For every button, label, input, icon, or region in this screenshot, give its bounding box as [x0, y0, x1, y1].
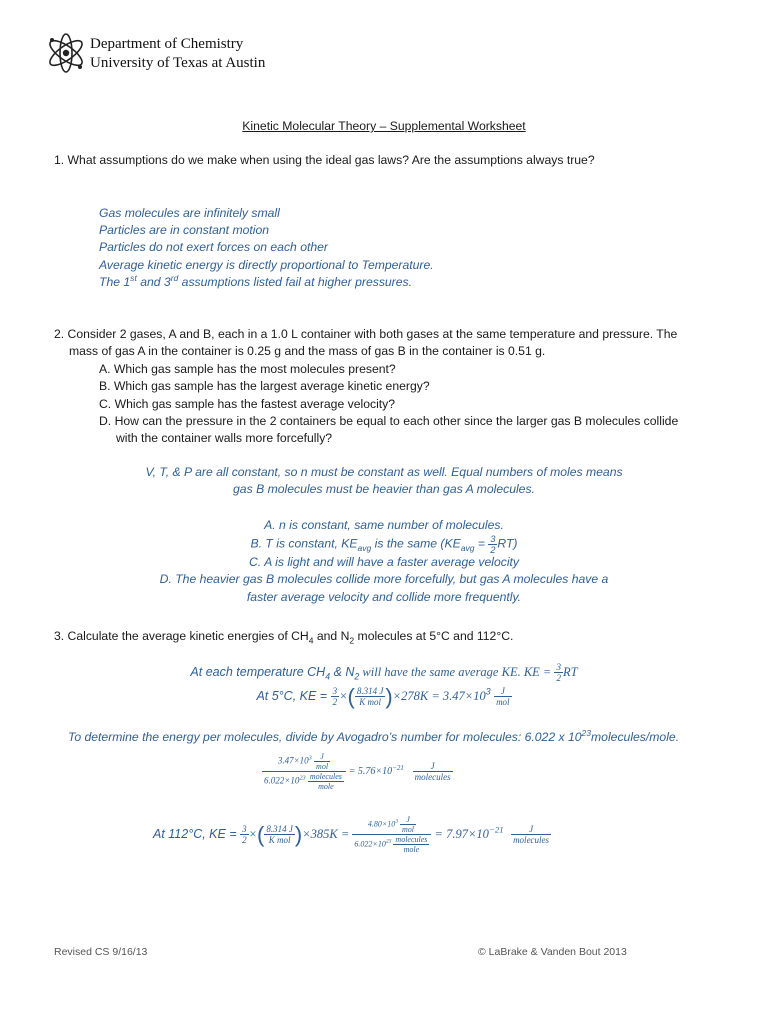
q3-equation-2: At 5°C, KE = $\frac{3}{2}$ ×( $\frac{8.314 J}{\text{K mol}}$ )$\times 278K = 3.47\times 10^3$ $\frac{J}{\text{mol}}$: [256, 683, 510, 709]
q2-answer-c: C. A is light and will have a faster average velocity: [248, 555, 520, 570]
q2-answer-b: B. T is constant, $KE_{avg}$ is the same ($KE_{avg}$ = $\frac{3}{2}$ RT): [250, 534, 518, 556]
department-name: Department of Chemistry: [90, 36, 244, 52]
q3-equation-4: At 112°C, KE = $\frac{3}{2}$ ×( $\frac{8.314 J}{\text{K mol}}$ )×385K = $4.80\times 10^3$ $\frac{J}{\text{mol}}$ $6.022\times 10^{23}$ $\frac{\text{molecules}}{\text{mole}}$ = $7.97\times 10^{-21}$ $\frac{J}{\text{molecules}}$: [153, 815, 550, 854]
q2-answer-d: D. The heavier gas B molecules collide more forcefully, but gas A molecules have a: [159, 572, 609, 587]
q2-part-a: A. Which gas sample has the most molecules present?: [99, 361, 396, 376]
q2-part-c: C. Which gas sample has the fastest average velocity?: [99, 396, 396, 411]
q1-answer-line: The 1st and 3rd assumptions listed fail at higher pressures.: [99, 272, 413, 289]
q2-answer-intro: V, T, & P are all constant, so n must be constant as well. Equal numbers of moles means gas B molecules must be heavier than gas A molecules.: [145, 465, 623, 497]
q2-answer-a: A. n is constant, same number of molecules.: [264, 518, 504, 532]
university-name: University of Texas at Austin: [90, 55, 266, 71]
atom-logo-icon: [44, 30, 88, 76]
header: [44, 30, 344, 78]
q2-line: 2. Consider 2 gases, A and B, each in a 1.0 L container with both gases at the same temperature and pressure. The: [54, 327, 678, 341]
footer-copyright: © LaBrake & Vanden Bout 2013: [478, 946, 627, 958]
q1-answer-line: Gas molecules are infinitely small: [99, 206, 280, 220]
q3-equation-3: $3.47\times 10^3$ $\frac{J}{\text{mol}}$ $6.022\times 10^{23}$ $\frac{\text{molecules}}{\text{mole}}$ = $5.76\times 10^{-21}$ $\frac{J}{\text{molecules}}$: [264, 752, 451, 791]
q2-part-b: B. Which gas sample has the largest average kinetic energy?: [99, 379, 430, 394]
q2-answer-d-cont: faster average velocity and collide more frequently.: [246, 589, 522, 604]
q3-avogadro-note: To determine the energy per molecules, divide by Avogadro’s number for molecules: 6.022 x $10^{23}molecules$/mole.: [68, 727, 680, 744]
question-3: 3. Calculate the average kinetic energies of $CH_4$ and $N_2$ molecules at 5°C and 112°C.: [54, 629, 514, 646]
q2-answer-parts: [0, 517, 768, 606]
q2-line: mass of gas A in the container is 0.25 g and the mass of gas B in the container is 0.51 g.: [69, 344, 546, 359]
question-1: 1. What assumptions do we make when using the ideal gas laws? Are the assumptions always true?: [54, 153, 595, 167]
q1-answer-line: Particles do not exert forces on each other: [99, 240, 328, 255]
q1-answer-line: Average kinetic energy is directly proportional to Temperature.: [99, 257, 434, 272]
worksheet-title: Kinetic Molecular Theory – Supplemental Worksheet: [242, 119, 526, 133]
footer-revision: Revised CS 9/16/13: [54, 946, 148, 958]
q1-answer-block: [99, 205, 434, 291]
q1-answer-line: Particles are in constant motion: [99, 223, 270, 238]
q2-part-d-cont: with the container walls more forcefully?: [116, 431, 333, 446]
question-2: [54, 326, 678, 448]
q2-part-d: D. How can the pressure in the 2 containers be equal to each other since the larger gas B molecules collide: [99, 414, 679, 429]
q3-equation-1: At each temperature $CH_4$ & $N_2$ will have the same average KE. KE = $\frac{3}{2}$ RT: [190, 662, 578, 683]
